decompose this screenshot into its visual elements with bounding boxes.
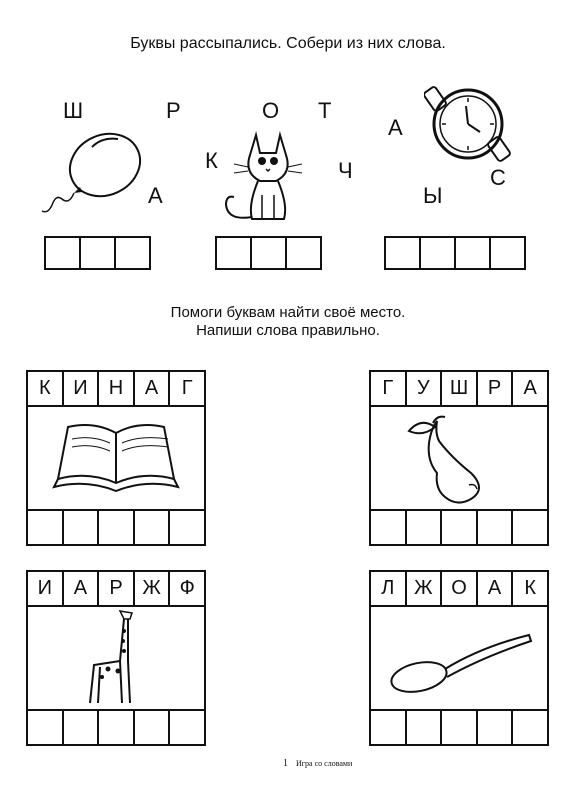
balloon-icon — [40, 125, 150, 220]
letter-cell: О — [442, 572, 478, 605]
letter-row — [371, 572, 547, 607]
letter-cell: Ж — [135, 572, 171, 605]
instruction-line-2: Напиши слова правильно. — [196, 322, 380, 339]
word-card-giraffe — [26, 570, 206, 746]
answer-boxes-2[interactable] — [215, 236, 322, 270]
letter-row — [28, 572, 204, 607]
page-footer — [283, 758, 352, 769]
picture-area — [371, 407, 547, 509]
spoon-icon — [371, 607, 547, 709]
word-card-book — [26, 370, 206, 546]
picture-area — [371, 607, 547, 709]
word-card-spoon — [369, 570, 549, 746]
letter-cell: Ж — [407, 572, 443, 605]
letter-cell: К — [524, 577, 536, 599]
scattered-letter: Ш — [63, 98, 84, 123]
answer-row[interactable] — [371, 509, 547, 544]
letter-cell: И — [64, 372, 100, 405]
letter-cell: Н — [99, 372, 135, 405]
instruction-line-1: Помоги буквам найти своё место. — [170, 304, 406, 321]
scattered-letter: Ч — [338, 158, 353, 183]
letter-cell: Л — [371, 572, 407, 605]
answer-row[interactable] — [371, 709, 547, 744]
footer-text: Игра со словами — [296, 759, 353, 768]
scattered-letter: А — [388, 115, 403, 140]
letter-cell: У — [407, 372, 443, 405]
answer-boxes-3[interactable] — [384, 236, 526, 270]
page-number: 1 — [283, 758, 288, 769]
letter-cell: Ф — [179, 577, 195, 599]
letter-row — [371, 372, 547, 407]
watch-icon — [424, 80, 514, 170]
scattered-letter: Р — [166, 98, 181, 123]
giraffe-icon — [28, 607, 204, 709]
letter-cell: А — [64, 572, 100, 605]
scattered-letter: К — [205, 148, 218, 173]
picture-area — [28, 407, 204, 509]
scattered-letter: С — [490, 165, 506, 190]
letter-cell: Р — [478, 372, 514, 405]
scattered-letter: О — [262, 98, 280, 123]
letter-row — [28, 372, 204, 407]
letter-cell: А — [523, 377, 537, 399]
letter-cell: А — [478, 572, 514, 605]
answer-boxes-1[interactable] — [44, 236, 151, 270]
word-card-pear — [369, 370, 549, 546]
picture-area — [28, 607, 204, 709]
pear-icon — [371, 407, 547, 509]
letter-cell: А — [135, 372, 171, 405]
letter-cell: И — [28, 572, 64, 605]
letter-cell: Р — [99, 572, 135, 605]
letter-cell: Г — [371, 372, 407, 405]
book-icon — [28, 407, 204, 509]
scattered-letter: А — [148, 183, 163, 208]
letter-cell: Г — [181, 377, 193, 399]
cat-icon — [218, 125, 318, 225]
page-title: Буквы рассыпались. Собери из них слова. — [130, 35, 446, 52]
answer-row[interactable] — [28, 709, 204, 744]
letter-cell: К — [28, 372, 64, 405]
scattered-letter: Ы — [423, 183, 443, 208]
letter-cell: Ш — [442, 372, 478, 405]
scattered-letter: Т — [318, 98, 332, 123]
answer-row[interactable] — [28, 509, 204, 544]
